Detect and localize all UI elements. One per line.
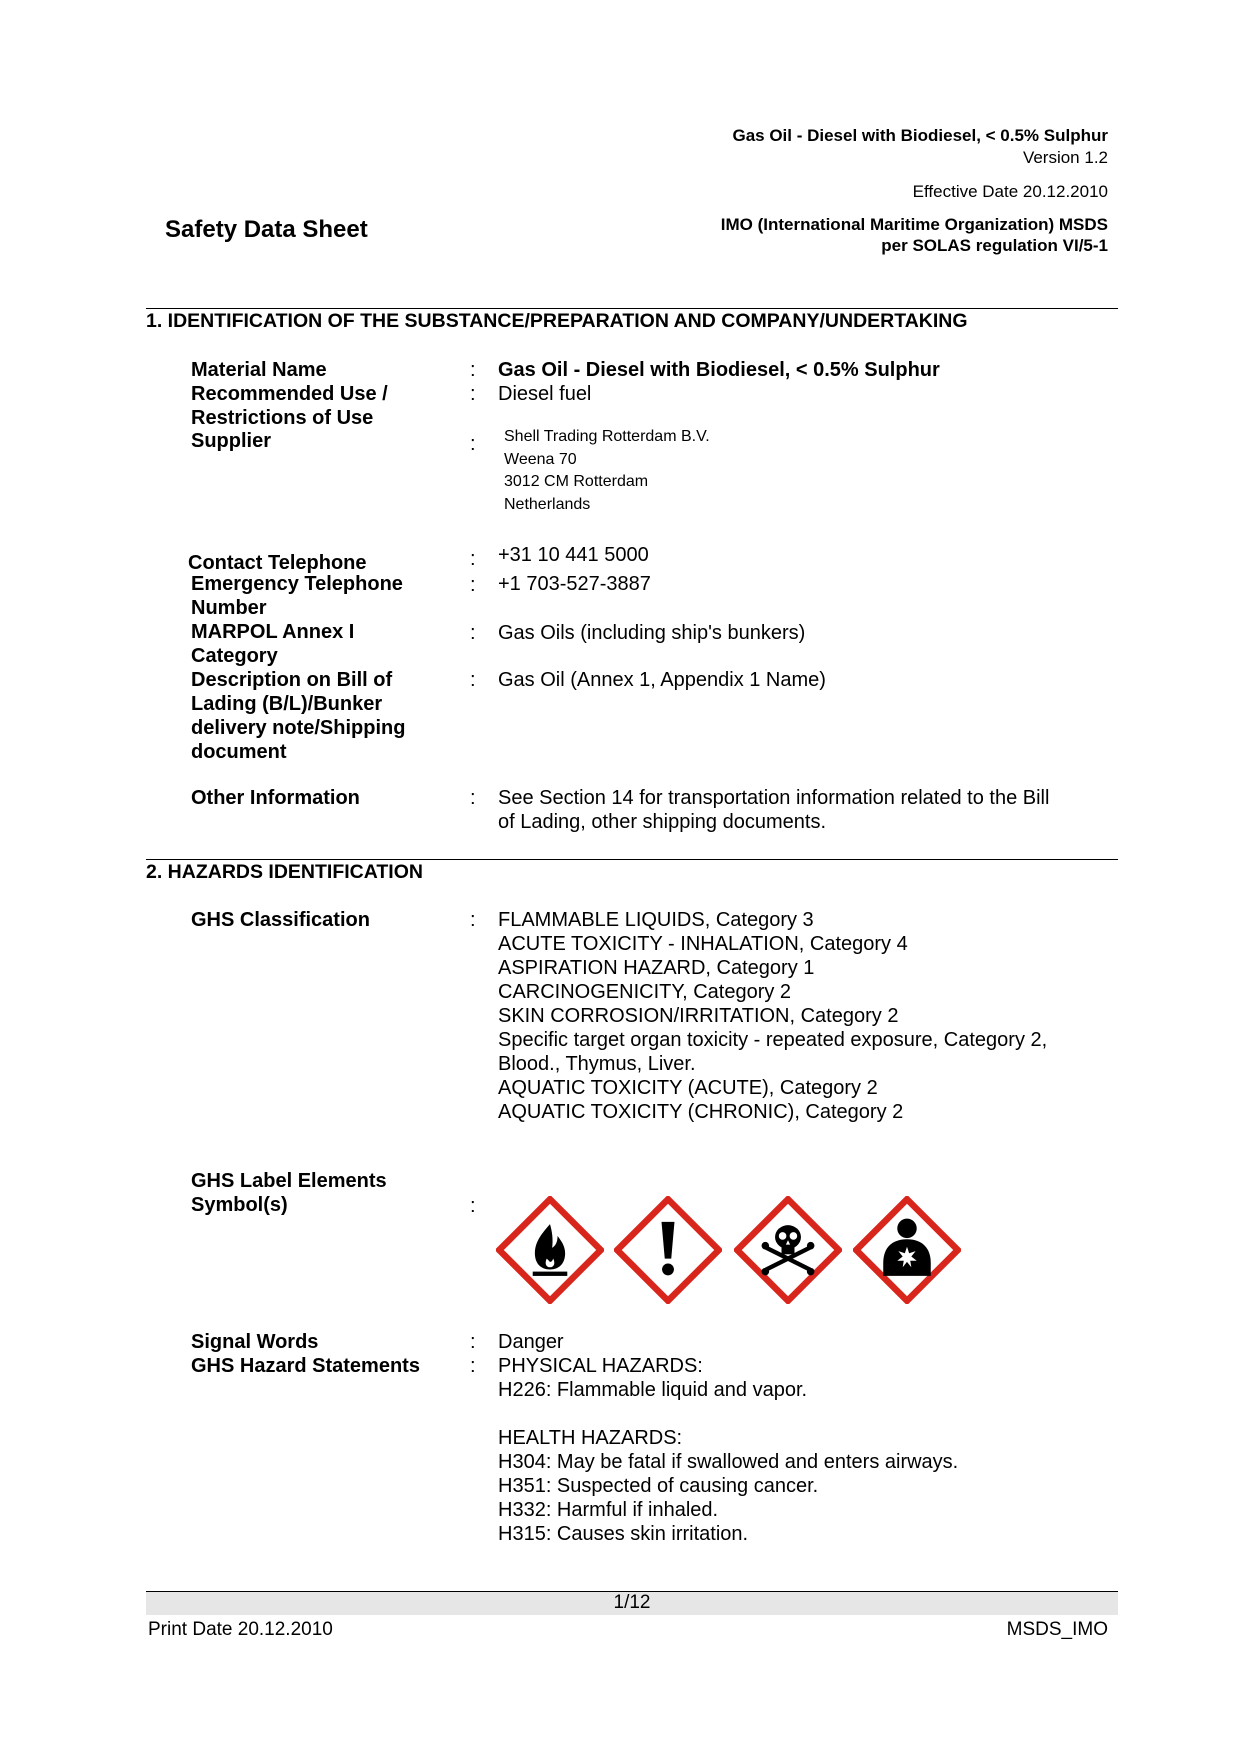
colon: : [470, 909, 476, 931]
header-imo-line-1: IMO (International Maritime Organization) MSDS [720, 215, 1108, 234]
marpol-label: MARPOL Annex I Category [191, 621, 355, 667]
header-version: Version 1.2 [1022, 148, 1108, 167]
page-number: 1/12 [613, 1592, 651, 1613]
contact-telephone-value: +31 10 441 5000 [498, 544, 649, 566]
emergency-telephone-value: +1 703-527-3887 [498, 573, 651, 595]
colon: : [470, 787, 476, 809]
colon: : [470, 669, 476, 691]
bill-of-lading-value: Gas Oil (Annex 1, Appendix 1 Name) [498, 669, 826, 691]
colon: : [470, 359, 476, 381]
doc-title: Safety Data Sheet [165, 216, 368, 243]
physical-hazards: PHYSICAL HAZARDS: H226: Flammable liquid and vapor. [498, 1355, 808, 1401]
recommended-use-label: Recommended Use / Restrictions of Use [191, 383, 388, 429]
supplier-label: Supplier [191, 430, 272, 452]
colon: : [470, 548, 476, 570]
colon: : [470, 383, 476, 405]
doc-code: MSDS_IMO [1006, 1619, 1108, 1640]
material-name-label: Material Name [191, 359, 327, 381]
supplier-address: Shell Trading Rotterdam B.V. Weena 70 3012 CM Rotterdam Netherlands [504, 428, 710, 513]
health-hazards: HEALTH HAZARDS: H304: May be fatal if swallowed and enters airways. H351: Suspected of causing cancer. H332: Harmful if inhaled. H315: Causes skin irritation. [498, 1427, 959, 1545]
colon: : [470, 1331, 476, 1353]
emergency-telephone-label: Emergency Telephone Number [191, 573, 403, 619]
bill-of-lading-label: Description on Bill of Lading (B/L)/Bunker delivery note/Shipping document [191, 669, 406, 763]
contact-telephone-label: Contact Telephone [188, 552, 367, 574]
flame-icon [496, 1196, 604, 1304]
signal-words-label: Signal Words [191, 1331, 319, 1353]
skull-crossbones-icon [734, 1196, 842, 1304]
colon: : [470, 574, 476, 596]
ghs-hazard-statements-label: GHS Hazard Statements [191, 1355, 420, 1377]
header-imo-line-2: per SOLAS regulation VI/5-1 [881, 236, 1108, 255]
colon: : [470, 433, 476, 455]
recommended-use-value: Diesel fuel [498, 383, 592, 405]
colon: : [470, 1355, 476, 1377]
signal-words-value: Danger [498, 1331, 564, 1353]
header-effective-date: Effective Date 20.12.2010 [912, 182, 1108, 201]
colon: : [470, 1195, 476, 1217]
other-information-label: Other Information [191, 787, 360, 809]
marpol-value: Gas Oils (including ship's bunkers) [498, 622, 806, 644]
other-information-value: See Section 14 for transportation information related to the Bill of Lading, other shipping documents. [498, 787, 1050, 833]
print-date: Print Date 20.12.2010 [148, 1619, 333, 1640]
exclamation-icon [614, 1196, 722, 1304]
ghs-classification-list: FLAMMABLE LIQUIDS, Category 3 ACUTE TOXICITY - INHALATION, Category 4 ASPIRATION HAZARD, Category 1 CARCINOGENICITY, Category 2 SKIN CORROSION/IRRITATION, Category 2 Specific target organ toxicity - repeated exposure, Category 2, Blood., Thymus, Liver. AQUATIC TOXICITY (ACUTE), Category 2 AQUATIC TOXICITY (CHRONIC), Category 2 [498, 909, 1048, 1123]
health-hazard-icon [853, 1196, 961, 1304]
header-product: Gas Oil - Diesel with Biodiesel, < 0.5% Sulphur [732, 126, 1108, 145]
colon: : [470, 622, 476, 644]
ghs-label-elements-label: GHS Label Elements Symbol(s) [191, 1170, 387, 1216]
section-1-title: 1. IDENTIFICATION OF THE SUBSTANCE/PREPARATION AND COMPANY/UNDERTAKING [146, 310, 968, 332]
section-2-title: 2. HAZARDS IDENTIFICATION [146, 861, 423, 883]
ghs-classification-label: GHS Classification [191, 909, 370, 931]
material-name-value: Gas Oil - Diesel with Biodiesel, < 0.5% Sulphur [498, 359, 940, 381]
